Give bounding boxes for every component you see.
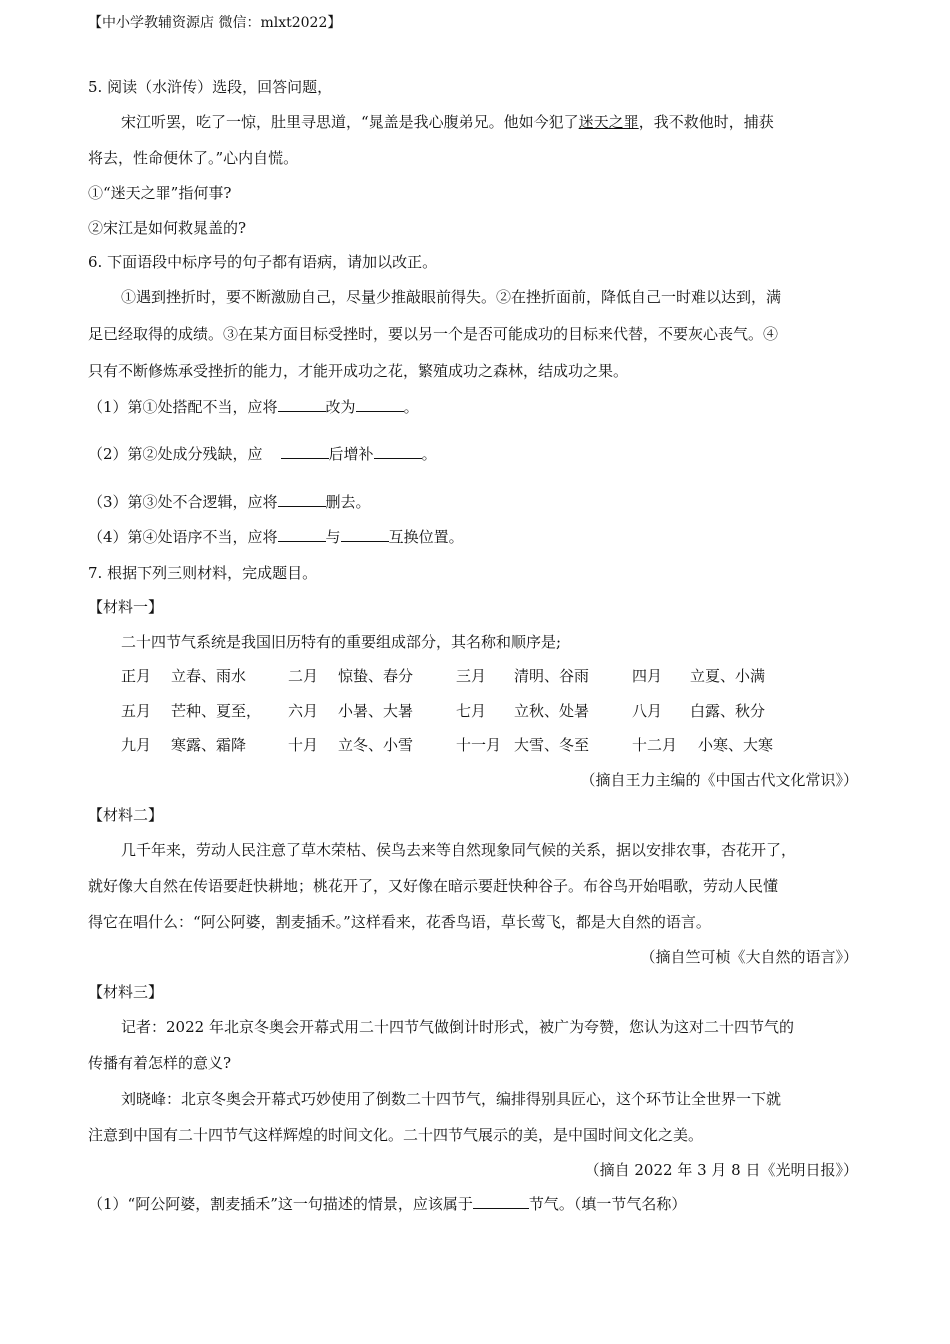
- answer-blank[interactable]: [341, 527, 389, 542]
- q7-title: 7. 根据下列三则材料，完成题目。: [88, 564, 318, 582]
- term-month: 正月: [121, 667, 152, 685]
- q5-passage-line2: 将去，性命便休了。”心内自慌。: [88, 149, 299, 167]
- term-names: 立春、雨水: [171, 667, 247, 685]
- material-3-label: 【材料三】: [88, 983, 164, 1001]
- material-3-source: （摘自 2022 年 3 月 8 日《光明日报》）: [584, 1161, 858, 1179]
- q5-title: 5. 阅读（水浒传）选段，回答问题，: [88, 78, 333, 96]
- material-2-line1: 几千年来，劳动人民注意了草木荣枯、侯鸟去来等自然现象同气候的关系，据以安排农事，杏花开了，: [121, 841, 797, 859]
- material-1-source: （摘自王力主编的《中国古代文化常识》）: [580, 771, 858, 789]
- answer-blank[interactable]: [356, 397, 404, 412]
- term-names: 立冬、小雪: [338, 736, 414, 754]
- q6-sub2-text-c: 。: [421, 445, 437, 463]
- term-names: 立秋、处暑: [514, 702, 590, 720]
- term-month: 七月: [456, 702, 487, 720]
- term-month: 二月: [288, 667, 319, 685]
- q7-sub1-text-b: 节气。（填一节气名称）: [528, 1195, 687, 1213]
- answer-blank[interactable]: [473, 1194, 529, 1209]
- q6-sub1: [88, 397, 419, 417]
- answer-blank[interactable]: [278, 492, 326, 507]
- q6-sub4-text-b: 与: [325, 528, 341, 546]
- q7-sub1: [88, 1194, 686, 1214]
- q7-sub1-text-a: （1）“阿公阿婆，割麦插禾”这一句描述的情景，应该属于: [88, 1195, 473, 1213]
- q5-sub1: ①“迷天之罪”指何事?: [88, 184, 232, 202]
- q6-sub3: [88, 492, 371, 512]
- q6-sub4-text-c: 互换位置。: [388, 528, 464, 546]
- material-1-label: 【材料一】: [88, 598, 164, 616]
- page-header: 【中小学教辅资源店 微信：mlxt2022】: [88, 15, 342, 31]
- q6-title: 6. 下面语段中标序号的句子都有语病，请加以改正。: [88, 253, 438, 271]
- term-month: 九月: [121, 736, 152, 754]
- material-3-line2: 传播有着怎样的意义?: [88, 1054, 232, 1072]
- q6-sub1-text-b: 改为: [325, 398, 356, 416]
- q6-sub1-text-c: 。: [403, 398, 419, 416]
- material-3-line1: 记者：2022 年北京冬奥会开幕式用二十四节气做倒计时形式，被广为夸赞，您认为这对二十四节气的: [121, 1018, 794, 1036]
- term-month: 十一月: [456, 736, 502, 754]
- term-month: 八月: [632, 702, 663, 720]
- answer-blank[interactable]: [278, 397, 326, 412]
- material-3-line4: 注意到中国有二十四节气这样辉煌的时间文化。二十四节气展示的美，是中国时间文化之美。: [88, 1126, 704, 1144]
- q6-sub2-text-b: 后增补: [328, 445, 374, 463]
- material-1-intro: 二十四节气系统是我国旧历特有的重要组成部分，其名称和顺序是;: [121, 633, 562, 651]
- q6-sub3-text-b: 删去。: [325, 493, 371, 511]
- term-names: 大雪、冬至: [514, 736, 590, 754]
- term-month: 四月: [632, 667, 663, 685]
- q6-sub4: [88, 527, 464, 547]
- q6-sub4-text-a: （4）第④处语序不当，应将: [88, 528, 278, 546]
- term-month: 五月: [121, 702, 152, 720]
- term-names: 小暑、大暑: [338, 702, 414, 720]
- q5-passage-line1: [121, 112, 774, 132]
- material-2-line2: 就好像大自然在传语要赶快耕地；桃花开了，又好像在暗示要赶快种谷子。布谷鸟开始唱歌，劳动人民懂: [88, 877, 779, 895]
- q5-sub2: ②宋江是如何救晁盖的?: [88, 219, 247, 237]
- q6-sub2: [88, 444, 437, 464]
- term-names: 小寒、大寒: [698, 736, 774, 754]
- term-names: 清明、谷雨: [514, 667, 590, 685]
- answer-blank[interactable]: [278, 527, 326, 542]
- q5-passage-b: ，我不救他时，捕获: [638, 113, 774, 131]
- term-names: 惊蛰、春分: [338, 667, 414, 685]
- term-names: 立夏、小满: [690, 667, 766, 685]
- q5-passage-underlined: 迷天之罪: [578, 113, 639, 131]
- material-2-line3: 得它在唱什么：“阿公阿婆，割麦插禾。”这样看来，花香鸟语，草长莺飞，都是大自然的语言。: [88, 913, 711, 931]
- q6-para-line3: 只有不断修炼承受挫折的能力，才能开成功之花，繁殖成功之森林，结成功之果。: [88, 362, 629, 380]
- q6-sub2-text-a: （2）第②处成分残缺，应: [88, 445, 263, 463]
- answer-blank[interactable]: [374, 444, 422, 459]
- q5-passage-a: 宋江听罢，吃了一惊，肚里寻思道，“晁盖是我心腹弟兄。他如今犯了: [121, 113, 579, 131]
- material-2-label: 【材料二】: [88, 806, 164, 824]
- q6-sub1-text-a: （1）第①处搭配不当，应将: [88, 398, 278, 416]
- material-3-line3: 刘晓峰：北京冬奥会开幕式巧妙使用了倒数二十四节气，编排得别具匠心，这个环节让全世界一下就: [121, 1090, 782, 1108]
- term-names: 芒种、夏至，: [171, 702, 262, 720]
- material-2-source: （摘自竺可桢《大自然的语言》）: [640, 948, 858, 966]
- term-names: 寒露、霜降: [171, 736, 247, 754]
- q6-sub3-text-a: （3）第③处不合逻辑，应将: [88, 493, 278, 511]
- term-month: 十月: [288, 736, 319, 754]
- q6-para-line1: ①遇到挫折时，要不断激励自己，尽量少推敲眼前得失。②在挫折面前，降低自己一时难以达到，满: [121, 288, 782, 306]
- term-month: 六月: [288, 702, 319, 720]
- term-names: 白露、秋分: [690, 702, 766, 720]
- term-month: 三月: [456, 667, 487, 685]
- answer-blank[interactable]: [281, 444, 329, 459]
- term-month: 十二月: [632, 736, 678, 754]
- q6-para-line2: 足已经取得的成绩。③在某方面目标受挫时，要以另一个是否可能成功的目标来代替，不要灰心丧气。④: [88, 325, 779, 343]
